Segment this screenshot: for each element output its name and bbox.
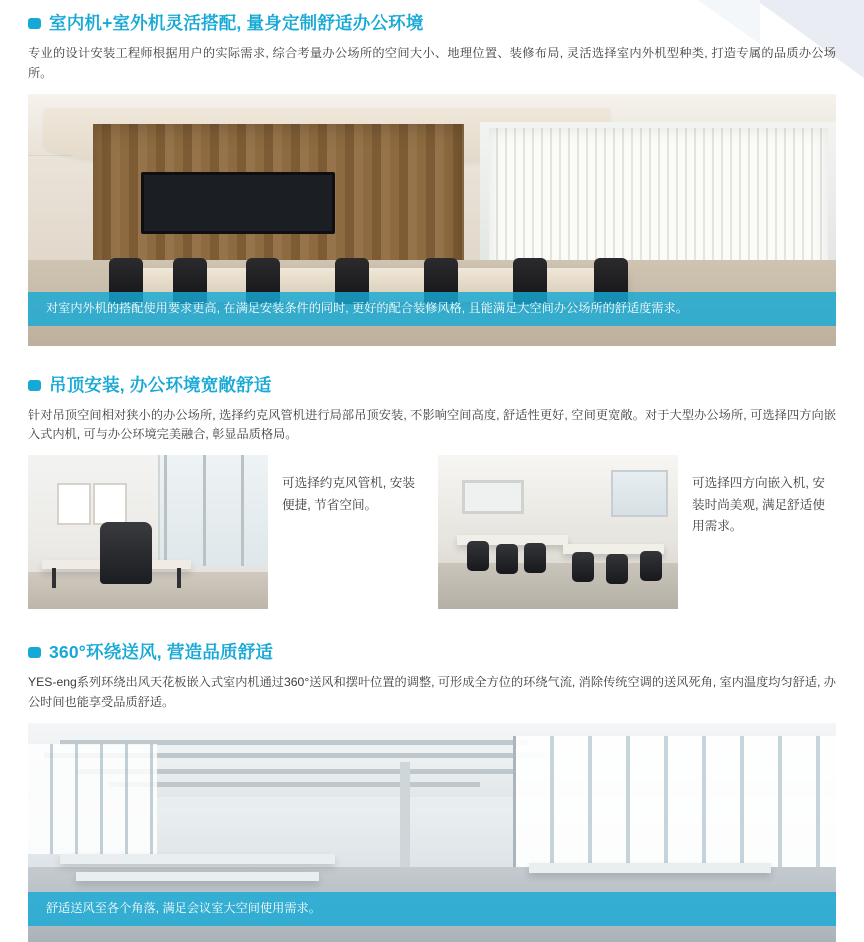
photo-caption: 对室内外机的搭配使用要求更高, 在满足安装条件的同时, 更好的配合装修风格, 且能满足大空间办公场所的舒适度需求。 [28, 292, 836, 326]
section-paragraph: 针对吊顶空间相对狭小的办公场所, 选择约克风管机进行局部吊顶安装, 不影响空间高度, 舒适性更好, 空间更宽敞。对于大型办公场所, 可选择四方向嵌入式内机, 可与办公环境完美融合, 彰显品质格局。 [28, 407, 836, 442]
card-cassette-unit [438, 455, 836, 609]
two-card-row [28, 455, 836, 609]
square-bullet-icon [28, 647, 41, 658]
card-text: 可选择约克风管机, 安装便捷, 节省空间。 [282, 476, 415, 512]
section-title: 室内机+室外机灵活搭配, 量身定制舒适办公环境 [49, 13, 424, 33]
section-title: 360°环绕送风, 营造品质舒适 [49, 642, 274, 663]
photo-meeting-room [28, 94, 836, 346]
section-paragraph: YES-eng系列环绕出风天花板嵌入式室内机通过360°送风和摆叶位置的调整, 可形成全方位的环绕气流, 消除传统空调的送风死角, 室内温度均匀舒适, 办公时间也能享受品质舒适。 [28, 675, 836, 709]
section-paragraph: 专业的设计安装工程师根据用户的实际需求, 综合考量办公场所的空间大小、地理位置、装修布局, 灵活选择室内外机型种类, 打造专属的品质办公场所。 [28, 46, 836, 80]
section-heading-flexible-pairing [28, 10, 836, 35]
section-heading-ceiling-install [28, 372, 836, 397]
section-heading-surround-airflow [28, 639, 836, 664]
photo-private-office [28, 455, 268, 609]
card-text: 可选择四方向嵌入机, 安装时尚美观, 满足舒适使用需求。 [692, 476, 825, 534]
photo-open-office [438, 455, 678, 609]
square-bullet-icon [28, 18, 41, 29]
photo-industrial-office [28, 723, 836, 942]
square-bullet-icon [28, 380, 41, 391]
photo-scene [28, 455, 268, 609]
card-duct-unit [28, 455, 426, 609]
section-title: 吊顶安装, 办公环境宽敞舒适 [49, 374, 272, 395]
photo-scene [438, 455, 678, 609]
photo-caption: 舒适送风至各个角落, 满足会议室大空间使用需求。 [28, 892, 836, 926]
